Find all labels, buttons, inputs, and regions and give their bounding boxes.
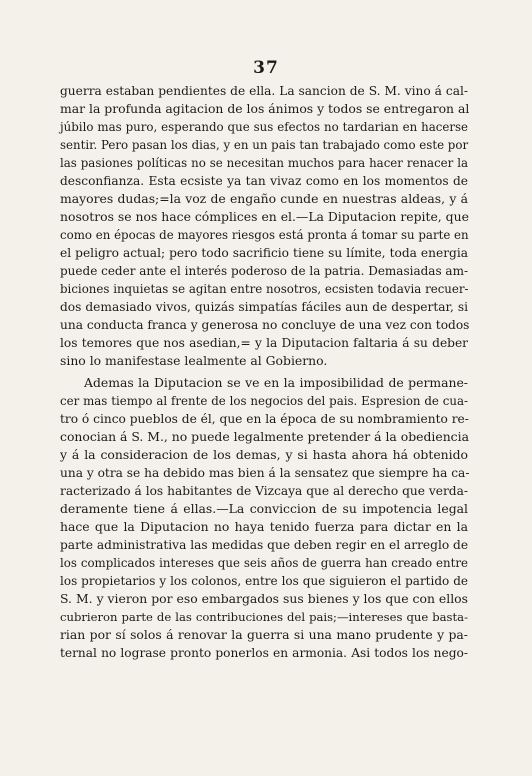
text-line: las pasiones políticas no se necesitan muchos para hacer renacer la [60,156,468,170]
text-line: sino lo manifestase lealmente al Gobierno. [60,353,328,368]
text-line: cer mas tiempo al frente de los negocios del pais. Espresion de cua- [60,394,468,408]
text-line: una conducta franca y generosa no concluye de una vez con todos [60,318,470,332]
text-line: biciones inquietas se agitan entre nosotros, ecsisten todavia recuer- [60,282,469,296]
text-line: el peligro actual; pero todo sacrificio tiene su límite, toda energia [60,246,468,260]
text-line: júbilo mas puro, esperando que sus efectos no tardarian en hacerse [60,120,468,134]
text-line: los complicados intereses que seis años de guerra han creado entre [60,556,468,570]
text-line: S. M. y vieron por eso embargados sus bienes y los que con ellos [60,591,468,606]
text-line: Ademas la Diputacion se ve en la imposibilidad de permane- [84,375,468,390]
page-number: 37 [253,58,279,78]
text-line: ternal no lograse pronto ponerlos en armonia. Asi todos los nego- [60,646,468,660]
text-line: cubrieron parte de las contribuciones del pais;—intereses que basta- [60,610,468,624]
text-line: mayores dudas;=la voz de engaño cunde en nuestras aldeas, y á [60,191,468,206]
text-line: una y otra se ha debido mas bien á la sensatez que siempre ha ca- [60,466,470,480]
text-line: los temores que nos asedian,= y la Diputacion faltaria á su deber [60,336,468,350]
text-line: guerra estaban pendientes de ella. La sancion de S. M. vino á cal- [60,84,468,98]
text-line: sentir. Pero pasan los dias, y en un pais tan trabajado como este por [60,138,469,152]
text-line: tro ó cinco pueblos de él, que en la época de su nombramiento re- [60,412,469,426]
text-line: rian por sí solos á renovar la guerra si una mano prudente y pa- [60,627,468,642]
body-text [60,82,468,662]
text-line: deramente tiene á ellas.—La conviccion de su impotencia legal [60,501,468,516]
text-line: parte administrativa las medidas que deben regir en el arreglo de [60,538,469,552]
text-line: conocian á S. M., no puede legalmente pretender á la obediencia [60,429,469,444]
text-line: dos demasiado vivos, quizás simpatías fáciles aun de despertar, si [60,300,468,314]
text-line: los propietarios y los colonos, entre los que siguieron el partido de [60,574,468,588]
text-line: mar la profunda agitacion de los ánimos y todos se entregaron al [60,101,470,116]
paragraph [60,374,468,662]
text-line: como en épocas de mayores riesgos está pronta á tomar su parte en [60,228,469,242]
text-line: racterizado á los habitantes de Vizcaya que al derecho que verda- [60,484,468,498]
paragraph [60,82,468,370]
text-line: nosotros se nos hace cómplices en el.—La Diputacion repite, que [60,209,469,224]
text-line: desconfianza. Esta ecsiste ya tan vivaz como en los momentos de [60,174,468,188]
text-line: y á la consideracion de los demas, y si hasta ahora há obtenido [60,447,468,462]
text-line: hace que la Diputacion no haya tenido fuerza para dictar en la [60,519,468,534]
text-line: puede ceder ante el interés poderoso de la patria. Demasiadas am- [60,264,469,278]
